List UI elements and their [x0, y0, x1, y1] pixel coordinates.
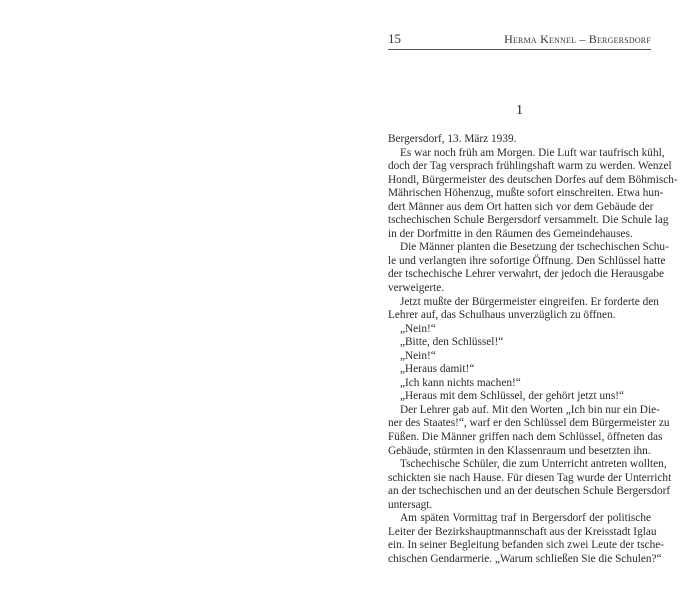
text-line: „Heraus damit!“ [400, 363, 475, 376]
text-line: doch der Tag versprach frühlingshaft warm zu werden. Wenzel [388, 160, 672, 173]
text-line: untersagt. [388, 498, 433, 511]
body-text [388, 133, 678, 567]
text-line: ner des Staates!“, warf er den Schlüssel dem Bürgermeister zu [388, 417, 670, 430]
text-line: le und verlangten ihre sofortige Öffnung. Den Schlüssel hatte [388, 254, 666, 267]
text-line: Der Lehrer gab auf. Mit den Worten „Ich bin nur ein Die- [400, 403, 660, 416]
text-line: Die Männer planten die Besetzung der tschechischen Schu- [400, 241, 669, 254]
text-line: in der Dorfmitte in den Räumen des Gemeindehauses. [388, 227, 633, 240]
running-head [388, 31, 651, 47]
page-number: 15 [388, 31, 401, 46]
text-line: Am späten Vormittag traf in Bergersdorf der politische [400, 512, 651, 525]
text-line: „Ich kann nichts machen!“ [400, 376, 521, 389]
text-line: Jetzt mußte der Bürgermeister eingreifen. Er forderte den [400, 295, 659, 308]
text-line: der tschechische Lehrer verwahrt, der jedoch die Herausgabe [388, 268, 665, 281]
text-line: „Bitte, den Schlüssel!“ [400, 336, 504, 349]
text-line: Leiter der Bezirkshauptmannschaft aus der Kreisstadt Iglau [388, 525, 657, 538]
text-line: Mährischen Höhenzug, mußte sofort einschreiten. Etwa hun- [388, 187, 664, 200]
text-line: Füßen. Die Männer griffen nach dem Schlüssel, öffneten das [388, 431, 663, 444]
chapter-number: 1 [516, 103, 523, 118]
text-line: Lehrer auf, das Schulhaus unverzüglich zu öffnen. [388, 309, 616, 322]
text-line: Hondl, Bürgermeister des deutschen Dorfes auf dem Böhmisch- [388, 173, 678, 186]
text-line: Es war noch früh am Morgen. Die Luft war taufrisch kühl, [400, 146, 665, 159]
text-line: schickten sie nach Hause. Für diesen Tag wurde der Unterricht [388, 471, 672, 484]
text-line: ein. In seiner Begleitung befanden sich zwei Leute der tsche- [388, 539, 665, 552]
text-line: Bergersdorf, 13. März 1939. [388, 133, 517, 145]
text-line: „Nein!“ [400, 322, 436, 335]
running-title: Herma Kennel – Bergersdorf [504, 32, 651, 46]
text-line: „Nein!“ [400, 349, 436, 362]
text-line: Tschechische Schüler, die zum Unterricht antreten wollten, [400, 458, 667, 471]
text-line: an der tschechischen und an der deutschen Schule Bergersdorf [388, 485, 671, 498]
text-line: tschechischen Schule Bergersdorf versammelt. Die Schule lag [388, 214, 669, 227]
text-line: Gebäude, stürmten in den Klassenraum und besetzten ihn. [388, 444, 651, 457]
text-line: verweigerte. [388, 282, 445, 295]
text-line: dert Männer aus dem Ort hatten sich vor dem Gebäude der [388, 200, 654, 213]
header-rule [388, 49, 651, 50]
text-line: chischen Gendarmerie. „Warum schließen Sie die Schulen?“ [388, 552, 662, 565]
text-line: „Heraus mit dem Schlüssel, der gehört jetzt uns!“ [400, 390, 624, 403]
